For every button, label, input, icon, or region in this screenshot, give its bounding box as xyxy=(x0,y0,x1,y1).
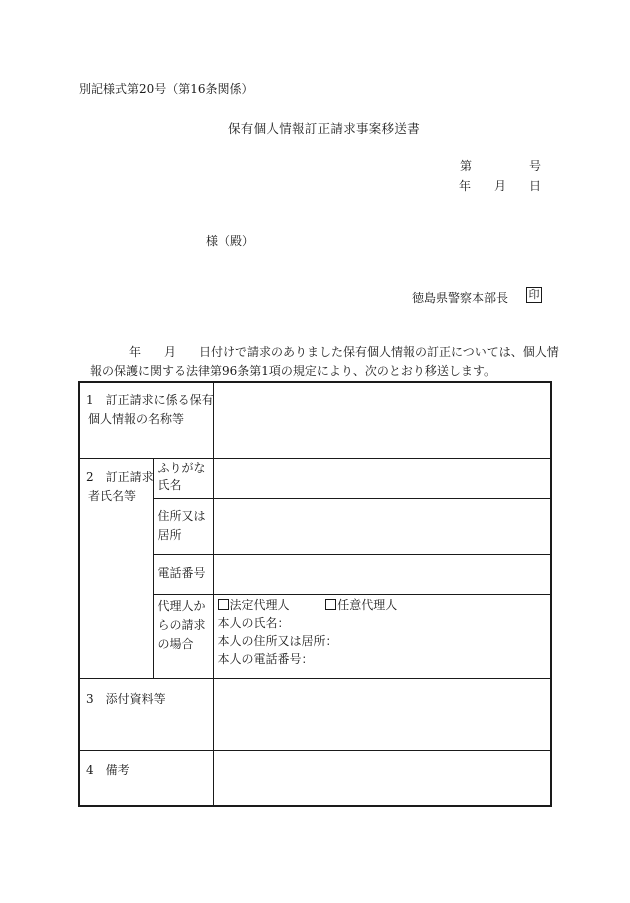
furigana-label: ふりがな xyxy=(157,460,206,475)
agent-label-cell xyxy=(153,594,213,678)
row-furigana xyxy=(79,458,551,498)
form-reference: 別記様式第20号（第16条関係） xyxy=(79,82,254,96)
row1-label-line-1: 1 訂正請求に係る保有 xyxy=(86,393,214,407)
row4-label-cell xyxy=(79,750,213,806)
row1-label-cell xyxy=(79,382,213,458)
address-label-line-1: 住所又は xyxy=(157,508,206,523)
body-year-label: 年 xyxy=(129,345,142,359)
number-suffix: 号 xyxy=(529,159,542,173)
phone-label: 電話番号 xyxy=(157,565,206,580)
document-title: 保有個人情報訂正請求事案移送書 xyxy=(228,121,421,136)
row2-label-cell xyxy=(79,458,153,678)
row1-label-line-2: 個人情報の名称等 xyxy=(88,412,185,426)
row-information-name xyxy=(79,382,551,458)
row4-value-cell[interactable] xyxy=(213,750,551,806)
address-label-line-2: 居所 xyxy=(157,527,182,542)
agent-label-line-1: 代理人か xyxy=(157,598,206,613)
body-text-1: 日付けで請求のありました保有個人情報の訂正については、個人情 xyxy=(199,345,559,359)
row3-value-cell[interactable] xyxy=(213,678,551,750)
date-month-label: 月 xyxy=(494,179,507,193)
row3-label-cell xyxy=(79,678,213,750)
row-attachments xyxy=(79,678,551,750)
row-remarks xyxy=(79,750,551,806)
principal-phone-label: 本人の電話番号： xyxy=(217,651,314,666)
agent-value-cell xyxy=(213,594,551,678)
row2-label-line-1: 2 訂正請求 xyxy=(86,469,154,484)
body-month-label: 月 xyxy=(164,345,177,359)
transfer-form-table xyxy=(78,381,552,807)
body-paragraph-line-2: 報の保護に関する法律第96条第1項の規定により、次のとおり移送します。 xyxy=(90,364,496,378)
agent-type-options xyxy=(218,596,547,614)
legal-agent-checkbox[interactable] xyxy=(218,599,229,610)
furigana-name-label-cell xyxy=(153,458,213,498)
phone-value-cell[interactable] xyxy=(213,554,551,594)
row1-value-cell[interactable] xyxy=(213,382,551,458)
date-day-label: 日 xyxy=(529,179,542,193)
row3-label: 3 添付資料等 xyxy=(86,691,166,706)
legal-agent-label: 法定代理人 xyxy=(229,597,290,612)
name-label: 氏名 xyxy=(157,477,182,492)
principal-name-label: 本人の氏名： xyxy=(217,615,290,630)
sender-name: 徳島県警察本部長 xyxy=(412,291,509,305)
number-prefix: 第 xyxy=(460,159,473,173)
voluntary-agent-label: 任意代理人 xyxy=(337,597,398,612)
principal-address-label: 本人の住所又は居所： xyxy=(217,633,338,648)
date-year-label: 年 xyxy=(459,179,472,193)
address-value-cell[interactable] xyxy=(213,498,551,554)
addressee: 様（殿） xyxy=(206,234,255,248)
row4-label: 4 備考 xyxy=(86,762,130,777)
address-label-cell xyxy=(153,498,213,554)
body-paragraph-line-1 xyxy=(85,343,559,360)
seal-mark: 印 xyxy=(526,287,542,303)
phone-label-cell xyxy=(153,554,213,594)
name-value-cell[interactable] xyxy=(213,458,551,498)
voluntary-agent-checkbox[interactable] xyxy=(325,599,336,610)
row2-label-line-2: 者氏名等 xyxy=(88,488,137,503)
agent-label-line-3: の場合 xyxy=(157,636,194,651)
agent-label-line-2: らの請求 xyxy=(157,617,206,632)
